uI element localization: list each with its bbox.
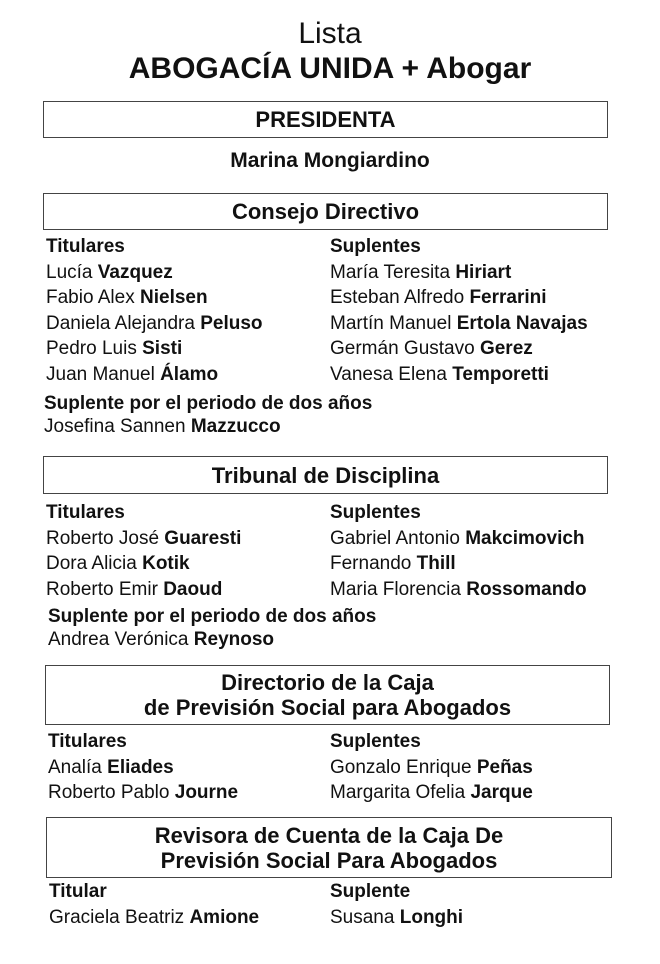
presidenta-header [43,101,608,138]
list-item: Susana Longhi [330,906,464,928]
list-item: Analía Eliades [48,756,174,778]
list-item: Vanesa Elena Temporetti [330,363,549,385]
list-item: Margarita Ofelia Jarque [330,782,533,803]
list-item: Josefina Sannen Mazzucco [44,416,281,437]
directorio-header [45,665,610,725]
list-item: Lucía Vazquez [46,261,173,283]
revisora-titular [49,879,259,930]
list-item: Graciela Beatriz Amione [49,906,260,928]
list-item: Roberto Pablo Journe [48,782,239,803]
list-item: María Teresita Hiriart [330,261,512,283]
directorio-title-line2: de Previsión Social para Abogados [143,695,512,720]
presidenta-title: PRESIDENTA [255,107,396,132]
list-item: Gabriel Antonio Makcimovich [330,527,585,549]
list-item: Roberto José Guaresti [46,527,242,549]
consejo-header [43,193,608,230]
directorio-title-line1: Directorio de la Caja [221,670,434,695]
titulares-label: Titulares [48,731,127,752]
consejo-title: Consejo Directivo [231,199,420,224]
suplentes-label: Suplentes [330,502,421,523]
list-item: Fabio Alex Nielsen [46,287,208,308]
list-item: Fernando Thill [330,553,456,574]
list-item: Roberto Emir Daoud [46,578,223,600]
consejo-extra [44,392,372,438]
suplente-label: Suplente [330,881,411,902]
tribunal-title: Tribunal de Disciplina [211,462,440,488]
list-item: Dora Alicia Kotik [46,553,190,574]
directorio-suplentes [330,729,533,806]
suplentes-label: Suplentes [330,236,421,257]
tribunal-titulares [46,500,241,602]
list-item: Daniela Alejandra Peluso [46,312,263,334]
list-item: Gonzalo Enrique Peñas [330,756,533,778]
tribunal-suplentes [330,500,587,602]
revisora-title-line2: Previsión Social Para Abogados [160,847,498,873]
titulares-label: Titulares [46,502,125,523]
revisora-title-line1: Revisora de Cuenta de la Caja De [154,822,504,848]
list-item: Andrea Verónica Reynoso [48,629,275,650]
directorio-titulares [48,729,238,806]
presidenta-name: Marina Mongiardino [230,149,430,172]
list-item: Maria Florencia Rossomando [330,578,587,600]
titulares-label: Titulares [46,236,125,257]
revisora-suplente [330,879,463,930]
consejo-titulares [46,234,263,387]
list-item: Juan Manuel Álamo [46,363,219,385]
titular-label: Titular [49,881,107,902]
consejo-suplentes [330,234,588,387]
tribunal-extra [48,605,376,651]
extra-label: Suplente por el periodo de dos años [48,606,377,627]
suplentes-label: Suplentes [330,731,421,752]
tribunal-header [43,456,608,494]
list-item: Martín Manuel Ertola Navajas [330,312,588,334]
list-item: Esteban Alfredo Ferrarini [330,287,547,308]
list-title: ABOGACÍA UNIDA + Abogar [128,52,532,85]
list-label: Lista [298,17,362,50]
revisora-header [46,817,612,878]
list-item: Pedro Luis Sisti [46,338,183,359]
list-item: Germán Gustavo Gerez [330,338,533,359]
extra-label: Suplente por el periodo de dos años [44,393,373,414]
